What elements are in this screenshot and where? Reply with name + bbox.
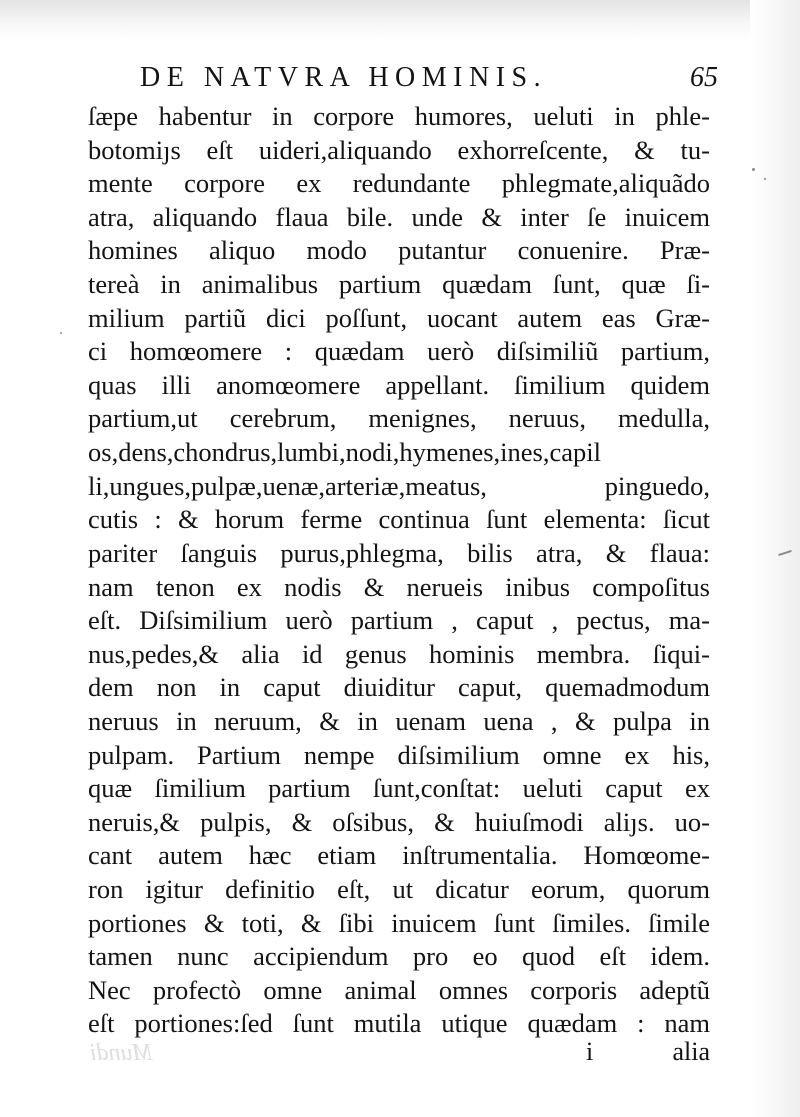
text-line: partium,ut cerebrum, menignes, neruus, medulla, <box>88 403 710 434</box>
paper-speck <box>60 332 62 334</box>
text-line: tamen nunc accipiendum pro eo quod eſt idem. <box>88 941 710 972</box>
text-line: quæ ſimilium partium ſunt,conſtat: ueluti caput ex <box>88 773 710 804</box>
scan-shadow-top <box>0 0 800 40</box>
signature-mark: i <box>586 1037 594 1066</box>
text-line: Nec profectò omne animal omnes corporis adeptũ <box>88 974 710 1005</box>
scan-shadow-right <box>750 0 800 1117</box>
text-line: atra, aliquando flaua bile. unde & inter ſe inuicem <box>88 201 710 232</box>
text-line: os,dens,chondrus,lumbi,nodi,hymenes,ines,capil <box>88 437 601 468</box>
text-line: eſt. Diſsimilium uerò partium , caput , pectus, ma‐ <box>88 605 710 636</box>
text-line: botomiȷs eſt uideri,aliquando exhorreſcente, & tu‐ <box>88 134 710 165</box>
text-line: neruis,& pulpis, & oſsibus, & huiuſmodi aliȷs. uo‐ <box>88 806 710 837</box>
bleed-through-text: Mundi <box>90 1040 153 1066</box>
page-number: 65 <box>690 62 718 93</box>
text-line: ci homœomere : quædam uerò diſsimiliũ partium, <box>88 336 710 367</box>
text-line: cutis : & horum ferme continua ſunt elementa: ſicut <box>88 504 710 535</box>
signature-line <box>88 1034 710 1070</box>
text-line: cant autem hæc etiam inſtrumentalia. Homœome‐ <box>88 840 710 871</box>
text-line: mente corpore ex redundante phlegmate,aliquãdo <box>88 168 710 199</box>
text-line: dem non in caput diuiditur caput, quemadmodum <box>88 672 710 703</box>
text-line: neruus in neruum, & in uenam uena , & pulpa in <box>88 705 710 736</box>
text-line: quas illi anomœomere appellant. ſimilium quidem <box>88 369 710 400</box>
text-line: nam tenon ex nodis & nerueis inibus compoſitus <box>88 571 710 602</box>
text-line: portiones & toti, & ſibi inuicem ſunt ſimiles. ſimile <box>88 907 710 938</box>
text-line: pariter ſanguis purus,phlegma, bilis atra, & flaua: <box>88 537 710 568</box>
text-line: ron igitur definitio eſt, ut dicatur eorum, quorum <box>88 874 710 905</box>
text-line: homines aliquo modo putantur conuenire. Præ‐ <box>88 235 710 266</box>
catchword: alia <box>672 1037 710 1066</box>
body-text <box>88 100 710 1041</box>
paper-speck <box>752 168 755 171</box>
text-line: tereà in animalibus partium quædam ſunt, quæ ſi‐ <box>88 269 710 300</box>
text-line: nus,pedes,& alia id genus hominis membra. ſiqui‐ <box>88 638 710 669</box>
text-line: ſæpe habentur in corpore humores, ueluti in phle‐ <box>88 101 710 131</box>
running-head <box>88 58 718 98</box>
running-title: DE NATVRA HOMINIS. <box>140 62 548 93</box>
text-line: milium partiũ dici poſſunt, uocant autem eas Græ‐ <box>88 302 710 333</box>
text-line: pulpam. Partium nempe diſsimilium omne ex his, <box>88 739 710 770</box>
text-line: li,ungues,pulpæ,uenæ,arteriæ,meatus, pinguedo, <box>88 470 710 501</box>
text-line: eſt portiones:ſed ſunt mutila utique quædam : nam <box>88 1008 710 1039</box>
paper-speck <box>764 178 766 180</box>
